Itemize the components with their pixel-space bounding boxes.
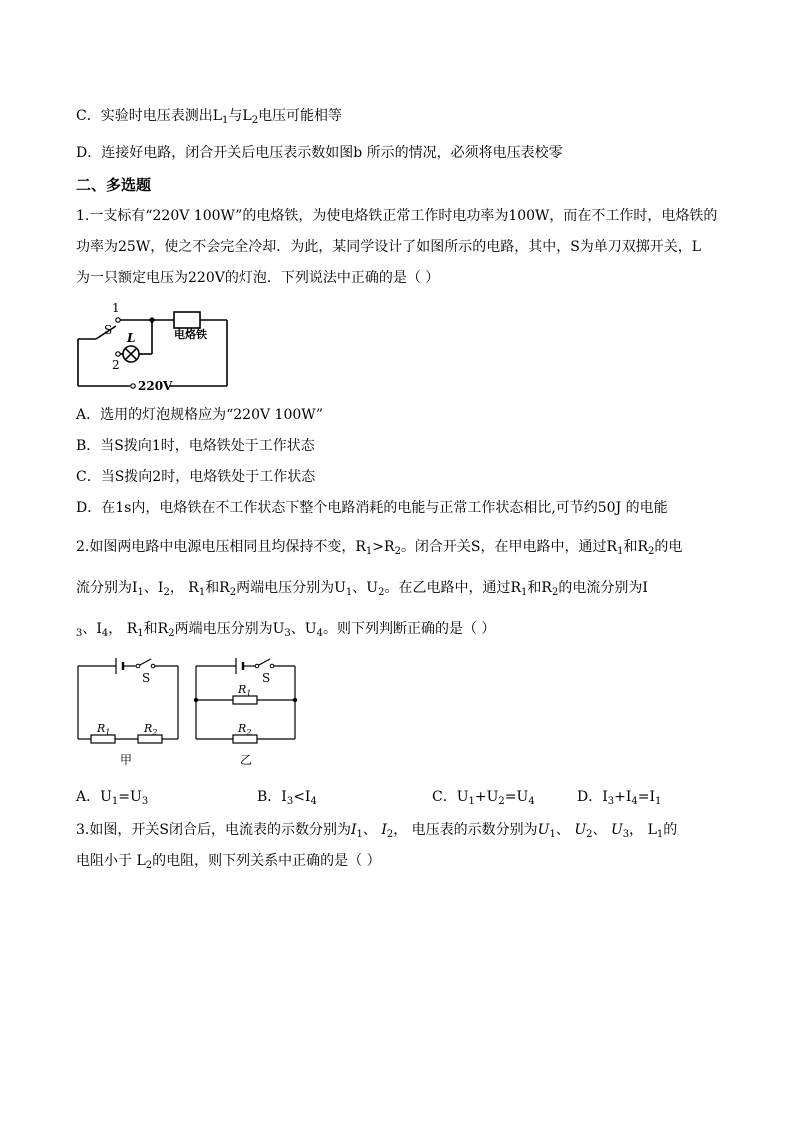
fig2-left-label-r1: $R_1$ (97, 722, 111, 737)
q1-option-b: B．当S拨向1时，电烙铁处于工作状态 (76, 438, 315, 454)
fig1-label-220v: 220V (138, 379, 173, 392)
q3-stem-line2: 电阻小于 $L_2$的电阻，则下列关系中正确的是（ ） (76, 853, 381, 871)
q3-stem-line1: 3.如图，开关S闭合后，电流表的示数分别为$I_1$、 $I_2$， 电压表的示数分别为$U_1$、 $U_2$、 $U_3$， $L_1$的 (76, 822, 678, 840)
option-d-prev: D．连接好电路，闭合开关后电压表示数如图b 所示的情况，必须将电压表校零 (76, 145, 563, 161)
q2-stem-line1: 2.如图两电路中电源电压相同且均保持不变，$R_1>R_2$。闭合开关S，在甲电路中，通过$R_1$和$R_2$的电 (76, 539, 683, 557)
fig1-label-l: L (127, 331, 136, 345)
q2-option-c: C．$U_1+U_2=U_4$ (432, 789, 535, 807)
q1-option-d: D．在1s内，电烙铁在不工作状态下整个电路消耗的电能与正常工作状态相比,可节约50J 的电能 (76, 500, 668, 516)
fig1-label-2: 2 (112, 358, 120, 372)
fig2-left-label-r2: $R_2$ (144, 722, 158, 737)
fig2-caption-right: 乙 (240, 753, 253, 767)
q1-stem-line2: 功率为25W，使之不会完全冷却．为此，某同学设计了如图所示的电路，其中，S为单刀双掷开关，L (76, 239, 702, 255)
q1-option-a: A．选用的灯泡规格应为“220V 100W” (76, 407, 324, 423)
q1-stem-line3: 为一只额定电压为220V的灯泡．下列说法中正确的是（ ） (76, 270, 440, 286)
fig2-left-label-s: S (142, 671, 151, 685)
q2-stem-line2: 流分别为$I_1$、$I_2$， $R_1$和$R_2$两端电压分别为$U_1$、$U_2$。在乙电路中，通过$R_1$和$R_2$的电流分别为I (76, 580, 648, 598)
fig1-label-1: 1 (112, 301, 120, 315)
q2-circuit-figure (74, 652, 304, 772)
fig2-right-label-r2: $R_2$ (238, 722, 252, 737)
fig2-caption-left: 甲 (120, 753, 133, 767)
option-c-prev: C．实验时电压表测出$L_1$与$L_2$电压可能相等 (76, 108, 343, 126)
fig2-right-label-r1: $R_1$ (238, 683, 252, 698)
q2-stem-line3: $_3$、$I_4$， $R_1$和$R_2$两端电压分别为$U_3$、$U_4$。则下列判断正确的是（ ） (76, 621, 496, 639)
fig2-right-label-s: S (262, 671, 271, 685)
q2-option-d: D．$I_3+I_4=I_1$ (577, 789, 662, 807)
q1-option-c: C．当S拨向2时，电烙铁处于工作状态 (76, 469, 316, 485)
q1-stem-line1: 1.一支标有“220V 100W”的电烙铁，为使电烙铁正常工作时电功率为100W，而在不工作时，电烙铁的 (76, 208, 718, 224)
fig1-label-s: S (104, 323, 113, 337)
section-title: 二、多选题 (76, 176, 152, 194)
q2-option-b: B．$I_3<I_4$ (257, 789, 317, 807)
q1-circuit-figure (74, 296, 234, 392)
fig1-label-iron: 电烙铁 (174, 328, 207, 341)
q2-option-a: A．$U_1=U_3$ (76, 789, 149, 807)
